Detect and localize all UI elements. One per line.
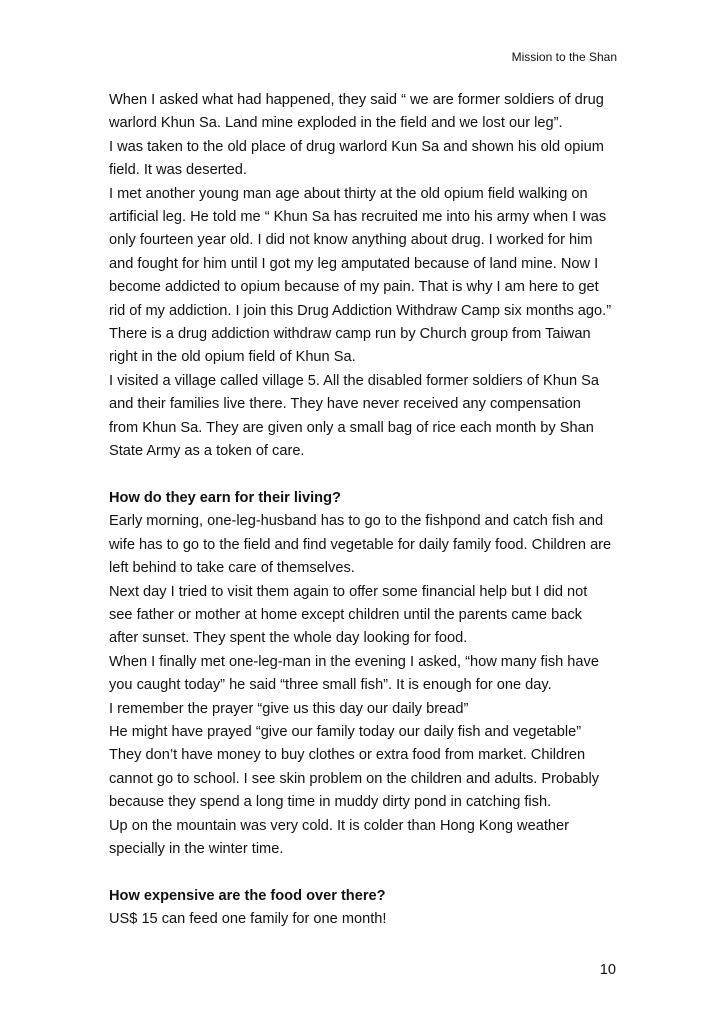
section-food-cost: [109, 885, 629, 932]
text-line: field. It was deserted.: [109, 162, 247, 179]
text-line: rid of my addiction. I join this Drug Addiction Withdraw Camp six months ago.”: [109, 302, 612, 319]
text-line: wife has to go to the field and find vegetable for daily family food. Children are: [109, 536, 612, 553]
page-number: 10: [599, 962, 616, 978]
text-line: They don’t have money to buy clothes or extra food from market. Children: [109, 747, 586, 764]
text-line: Early morning, one-leg-husband has to go to the fishpond and catch fish and: [109, 513, 604, 530]
text-line: State Army as a token of care.: [109, 443, 305, 460]
text-line: from Khun Sa. They are given only a small bag of rice each month by Shan: [109, 419, 594, 436]
text-line: right in the old opium field of Khun Sa.: [109, 349, 356, 366]
text-line: I was taken to the old place of drug warlord Kun Sa and shown his old opium: [109, 138, 604, 155]
text-line: and fought for him until I got my leg amputated because of land mine. Now I: [109, 255, 599, 272]
text-line: When I finally met one-leg-man in the evening I asked, “how many fish have: [109, 653, 599, 670]
text-line: see father or mother at home except children until the parents came back: [109, 606, 582, 623]
document-body: [109, 89, 629, 932]
text-line: artificial leg. He told me “ Khun Sa has recruited me into his army when I was: [109, 209, 607, 226]
text-line: become addicted to opium because of my pain. That is why I am here to get: [109, 279, 599, 296]
text-line: cannot go to school. I see skin problem on the children and adults. Probably: [109, 770, 600, 787]
text-line: There is a drug addiction withdraw camp run by Church group from Taiwan: [109, 326, 591, 343]
running-header: Mission to the Shan: [511, 50, 617, 64]
text-line: Next day I tried to visit them again to offer some financial help but I did not: [109, 583, 588, 600]
text-line: warlord Khun Sa. Land mine exploded in the field and we lost our leg”.: [109, 115, 563, 132]
text-line: you caught today” he said “three small fish”. It is enough for one day.: [109, 677, 552, 694]
text-line: and their families live there. They have never received any compensation: [109, 396, 581, 413]
text-line: I met another young man age about thirty at the old opium field walking on: [109, 185, 588, 202]
paragraph-spacer: [109, 861, 629, 884]
text-line: When I asked what had happened, they said “ we are former soldiers of drug: [109, 92, 604, 108]
text-line: He might have prayed “give our family today our daily fish and vegetable”: [109, 723, 582, 740]
section-heading: How expensive are the food over there?: [109, 887, 386, 904]
section-heading: How do they earn for their living?: [109, 489, 341, 506]
text-line: after sunset. They spent the whole day looking for food.: [109, 630, 468, 647]
paragraph-spacer: [109, 464, 629, 487]
text-line: Up on the mountain was very cold. It is colder than Hong Kong weather: [109, 817, 569, 834]
text-line: only fourteen year old. I did not know anything about drug. I worked for him: [109, 232, 593, 249]
text-line: I remember the prayer “give us this day our daily bread”: [109, 700, 469, 717]
text-line: I visited a village called village 5. All the disabled former soldiers of Khun Sa: [109, 372, 599, 389]
section-earning-living: [109, 487, 629, 862]
text-line: left behind to take care of themselves.: [109, 560, 355, 577]
section-villagers: [109, 89, 629, 464]
text-line: specially in the winter time.: [109, 840, 284, 857]
text-line: because they spend a long time in muddy dirty pond in catching fish.: [109, 794, 552, 811]
text-line: US$ 15 can feed one family for one month!: [109, 911, 387, 928]
